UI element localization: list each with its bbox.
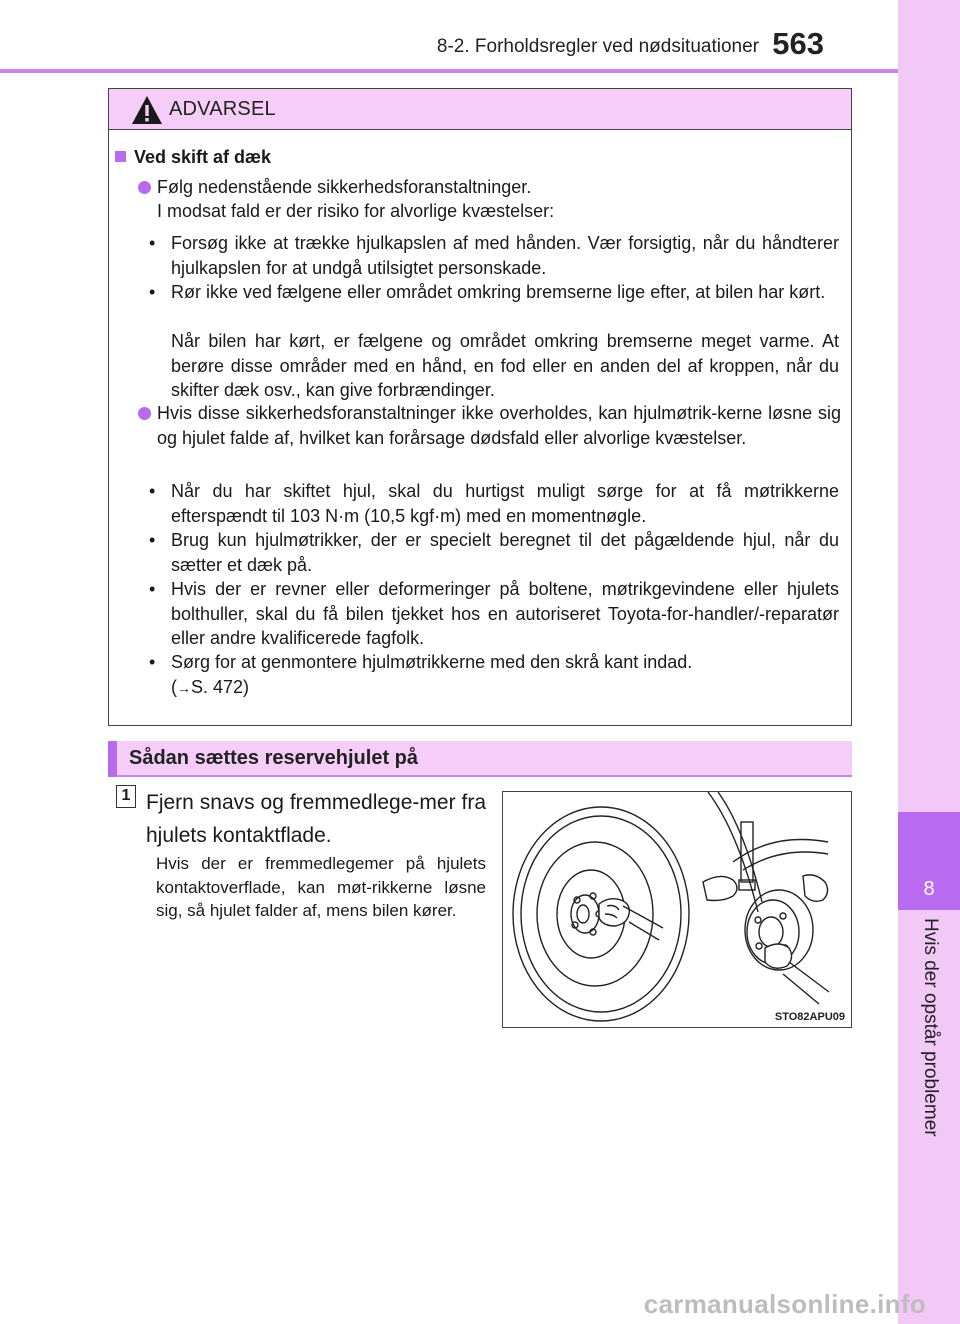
warning-heading-text: Ved skift af dæk [134,147,272,167]
step-number-badge: 1 [116,785,136,808]
chapter-title: Hvis der opstår problemer [920,918,941,1137]
page-number: 563 [772,26,824,61]
warning-box [108,88,852,726]
warning-heading [115,147,271,168]
page-header [0,0,900,72]
round-bullet-icon [138,407,151,420]
point-1-line-1: Følg nedenstående sikkerhedsforanstaltninger. [157,177,532,197]
watermark: carmanualsonline.info [643,1289,926,1319]
list-item: • Sørg for at genmontere hjulmøtrikkerne med den skrå kant indad. [149,652,693,672]
warning-header [109,89,851,130]
list-item: • Forsøg ikke at trække hjulkapslen af med hånden. Vær forsigtig, når du håndterer hjulkapslen for at undgå utilsigtet personskade. [149,233,839,278]
round-bullet-icon [138,181,151,194]
list-item: • Når du har skiftet hjul, skal du hurtigst muligt sørge for at få møtrikkerne efterspændt til 103 N·m (10,5 kgf·m) med en momentnøgle. [149,481,839,526]
square-bullet-icon [115,151,126,162]
chapter-number: 8 [923,878,935,900]
wheel-cleaning-illustration [503,792,852,1028]
page-reference-text: S. 472 [191,677,244,697]
header-rule [0,69,898,73]
page-reference: (→S. 472) [171,677,250,697]
warning-label: ADVARSEL [169,98,276,120]
point-1-line-2: I modsat fald er der risiko for alvorlige kvæstelser: [157,201,555,221]
arrow-right-icon: → [177,680,191,696]
step-title: Fjern snavs og fremmedlege-mer fra hjulets kontaktflade. [146,791,486,847]
list-item: • Rør ikke ved fælgene eller området omkring bremserne lige efter, at bilen har kørt. [149,282,826,302]
step-description: Hvis der er fremmedlegemer på hjulets kontaktoverflade, kan møt-rikkerne løsne sig, så hjulet falder af, mens bilen kører. [156,854,486,920]
tire-illustration [502,791,852,1028]
list-item: • Hvis der er revner eller deformeringer på boltene, møtrikgevindene eller hjulets bolthuller, skal du få bilen tjekket hos en autoriseret Toyota-for-handler/-reparatør eller andre kvalificerede fagfolk. [149,579,839,648]
section-accent [108,741,117,777]
list-item-continuation: Når bilen har kørt, er fælgene og området omkring bremserne meget varme. At berøre disse områder med en hånd, en fod eller en anden del af kroppen, når du skifter dæk osv., kan give forbrændinger. [171,331,839,400]
figure-code: STO82APU09 [774,1011,845,1023]
point-2: Hvis disse sikkerhedsforanstaltninger ikke overholdes, kan hjulmøtrik-kerne løsne sig og hjulet falde af, hvilket kan forårsage dødsfald eller alvorlige kvæstelser. [157,403,841,448]
list-item: • Brug kun hjulmøtrikker, der er specielt beregnet til det pågældende hjul, når du sætter et dæk på. [149,530,839,575]
section-title: 8-2. Forholdsregler ved nødsituationer [436,36,759,57]
section-title-text: Sådan sættes reservehjulet på [129,747,419,769]
warning-triangle-icon [131,95,163,125]
section-heading [108,741,852,777]
